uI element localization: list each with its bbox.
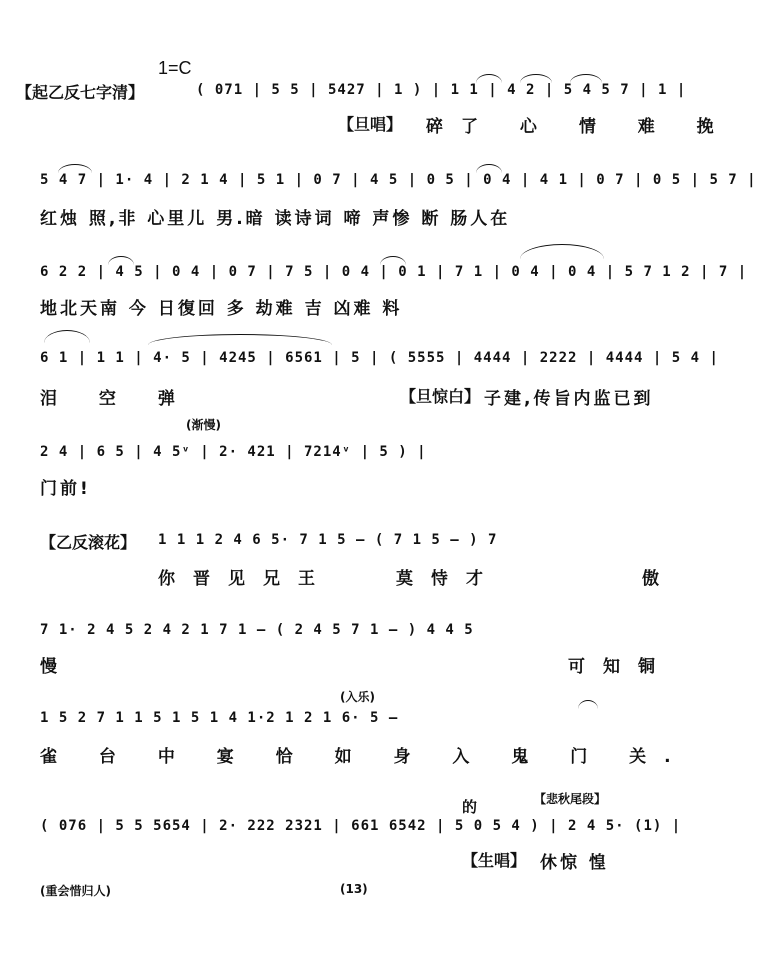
lyrics-line: 红烛 照,非 心里儿 男.暗 读诗词 啼 声惨 断 肠人在 [40,209,511,229]
slur-mark [148,334,332,345]
slur-mark [520,244,604,259]
notation-line: ( 076 | 5 5 5654 | 2· 222 2321 | 661 6542 | 5 0 5 4 ) | 2 4 5· (1) | [40,818,682,834]
notation-line: 6 2 2 | 4 5 | 0 4 | 0 7 | 7 5 | 0 4 | 0 1 | 7 1 | 0 4 | 0 4 | 5 7 1 2 | 7 | [40,264,748,280]
notation-line: 1 5 2 7 1 1 5 1 5 1 4 1·2 1 2 1 6· 5 – [40,710,399,726]
lyrics-line: 莫恃才 [396,569,501,589]
lyrics-line: 泪 空 弹 [40,389,193,409]
notation-line: 2 4 | 6 5 | 4 5ᵛ | 2· 421 | 7214ᵛ | 5 ) | [40,444,427,460]
slur-mark [476,164,502,173]
slur-mark [44,330,90,343]
lyrics-line: 你晋见兄王 [158,569,333,589]
lyrics-line: 雀 台 中 宴 恰 如 身 入 鬼 门 关. [40,747,689,767]
slur-mark [476,74,502,83]
role-label: 【旦唱】 [338,115,403,134]
slur-mark [58,164,92,173]
key-signature: 1=C [158,58,192,78]
annotation-mark: 的 [462,798,478,816]
notation-line: ( 071 | 5 5 | 5427 | 1 ) | 1 1 | 4 2 | 5 4 5 7 | 1 | [196,82,687,98]
lyrics-line: 傲 [642,569,662,589]
slur-mark [570,74,602,83]
section-marking: 【悲秋尾段】 [534,792,607,806]
slur-mark [108,256,134,265]
spoken-line: 子建,传旨内监已到 [484,389,654,409]
slur-mark [578,700,598,709]
notation-line: 1 1 1 2 4 6 5· 7 1 5 – ( 7 1 5 – ) 7 [158,532,498,548]
lyrics-line: 休惊 惶 [540,853,609,873]
role-label: 【旦惊白】 [400,387,481,406]
notation-line: 7 1· 2 4 5 2 4 2 1 7 1 – ( 2 4 5 7 1 – ) 4 4 5 [40,622,474,638]
notation-line: 5 4 7 | 1· 4 | 2 1 4 | 5 1 | 0 7 | 4 5 | 0 5 | 0 4 | 4 1 | 0 7 | 0 5 | 5 7 | [40,172,757,188]
lyrics-line: 碎了 心 情 难 挽 [426,117,732,137]
section-label: 【起乙反七字清】 [16,83,145,102]
lyrics-line: 可知铜 [568,657,673,677]
tempo-marking: (渐慢) [186,418,221,432]
lyrics-line: 慢 [40,657,60,677]
lyrics-line: 地北天南 今 日復回 多 劫难 吉 凶难 料 [40,299,403,319]
lyrics-line: 门前! [40,479,91,499]
footer-title: (重会惜归人) [40,884,111,898]
slur-mark [380,256,406,265]
slur-mark [520,74,552,83]
notation-line: 6 1 | 1 1 | 4· 5 | 4245 | 6561 | 5 | ( 5555 | 4444 | 2222 | 4444 | 5 4 | [40,350,719,366]
section-label: 【乙反滚花】 [40,533,137,552]
role-label: 【生唱】 [462,851,527,870]
tempo-marking: (入乐) [340,690,375,704]
page-number: (13) [340,882,368,896]
